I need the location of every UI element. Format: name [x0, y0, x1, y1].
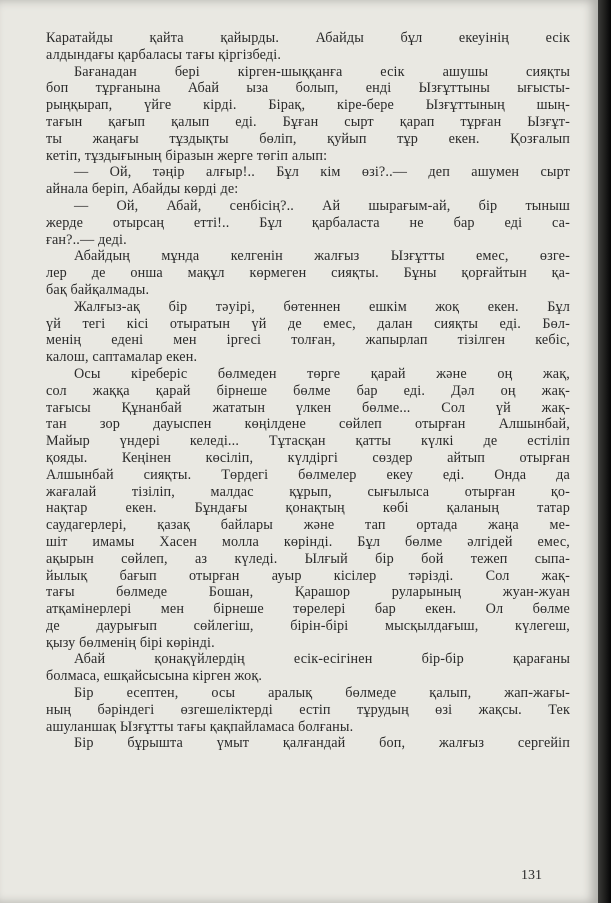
text-line: қызу бөлменің бірі көрінді. [46, 634, 215, 651]
text-line: ақырын сөйлеп, аз күледі. Ылғый бір бой тежеп сыпа- [46, 550, 570, 567]
text-line: қояды. Кеңінен көсіліп, күлдіргі сөздер айтып отырған [46, 449, 570, 466]
text-line: боп тұрғанына Абай ыза болып, енді Ызғұттыны ығысты- [46, 80, 570, 97]
text-line: тағын қағып қалып еді. Бұған сырт қарап тұрған Ызғұт- [46, 113, 570, 130]
text-line: ның бәріндегі өзгешеліктерді естіп тұрудың өзі жақсы. Тек [46, 701, 570, 718]
text-line: — Ой, Абай, сенбісің?.. Ай шырағым-ай, бір тыныш [74, 197, 570, 214]
text-line: Осы кіреберіс бөлмеден төрге қарай және оң жақ, [74, 365, 570, 382]
text-line: кетіп, тұздығының біразын жерге төгіп алып: [46, 147, 328, 164]
text-line: ашуланшақ Ызғұтты тағы қақпайламаса болғаны. [46, 718, 354, 735]
text-line: калош, саптамалар екен. [46, 349, 198, 366]
text-line: тан зор дауыспен көңілдене сөйлеп отырған Алшынбай, [46, 416, 570, 433]
text-line: Майыр үндері келеді... Тұтасқан қатты күлкі де естіліп [46, 433, 570, 450]
text-line: Абайдың мұнда келгенін жалғыз Ызғұтты емес, өзге- [74, 248, 570, 265]
text-line: рыңқырап, үйге кірді. Бірақ, кіре-бере Ызғұттының шың- [46, 97, 570, 114]
text-line: Алшынбай сияқты. Төрдегі бөлмелер екеу еді. Онда да [46, 466, 570, 483]
text-line: лер де онша мақұл көрмеген сияқты. Бұны қорғайтын қа- [46, 265, 570, 282]
page-number: 131 [521, 868, 542, 883]
text-line: жағалай тізіліп, малдас құрып, сығылыса отырған қо- [46, 483, 570, 500]
text-line: де даурығып сөйлегіш, бірін-бірі мысқылдағыш, күлегеш, [46, 617, 570, 634]
text-line: тағы бөлмеде Бошан, Қарашор руларының жуан-жуан [46, 584, 570, 601]
text-line: үй тегі кісі отыратын үй де емес, далан сияқты еді. Бөл- [46, 315, 570, 332]
text-line: Бір бұрышта үмыт қалғандай боп, жалғыз сергейіп [74, 735, 570, 752]
text-line: ты жаңағы тұздықты бөліп, қуйып тұр екен. Қозғалып [46, 130, 570, 147]
text-line: жерде отырсаң етті!.. Бұл қарбаласта не бар еді са- [46, 214, 570, 231]
body-text [46, 30, 570, 752]
page-edge-shadow [598, 0, 611, 903]
text-line: алдындағы қарбаласы тағы қіргізбеді. [46, 46, 282, 63]
text-line: менің едені мен іргесі толған, жапырлап тізілген кебіс, [46, 332, 570, 349]
text-line: бақ байқалмады. [46, 281, 150, 298]
text-line: болмаса, ешқайсысына кірген жоқ. [46, 668, 263, 685]
text-line: Каратайды қайта қайырды. Абайды бұл екеуінің есік [46, 30, 570, 46]
text-line: — Ой, тәңір алғыр!.. Бұл кім өзі?..— деп ашумен сырт [74, 164, 570, 181]
text-line: йылық бағып отырған ауыр кісілер тәрізді. Сол жақ- [46, 567, 570, 584]
text-line: атқамінерлері мен бірнеше төрелері бар екен. Ол бөлме [46, 601, 570, 618]
text-line: Жалғыз-ақ бір тәуірі, бөтеннен ешкім жоқ екен. Бұл [74, 298, 570, 315]
text-line: шіт имамы Хасен молла көрінді. Бұл бөлме әлгідей емес, [46, 533, 570, 550]
text-line: саудагерлері, қазақ байлары және тап ортада жаңа ме- [46, 517, 570, 534]
text-line: сол жаққа қарай бірнеше бөлме бар еді. Дәл оң жақ- [46, 382, 570, 399]
text-line: тағысы Құнанбай жататын үлкен бөлме... Сол үй жақ- [46, 399, 570, 416]
text-line: Абай қонақүйлердің есік-есігінен бір-бір қарағаны [74, 651, 570, 668]
text-line: нақтар екен. Бұндағы қонақтың көбі қаланың татар [46, 500, 570, 517]
text-line: Бір есептен, осы аралық бөлмеде қалып, жап-жағы- [74, 685, 570, 702]
text-line: Бағанадан бері кірген-шыққанға есік ашушы сияқты [74, 63, 570, 80]
text-line: ған?..— деді. [46, 231, 127, 248]
text-line: айнала беріп, Абайды көрді де: [46, 181, 239, 198]
